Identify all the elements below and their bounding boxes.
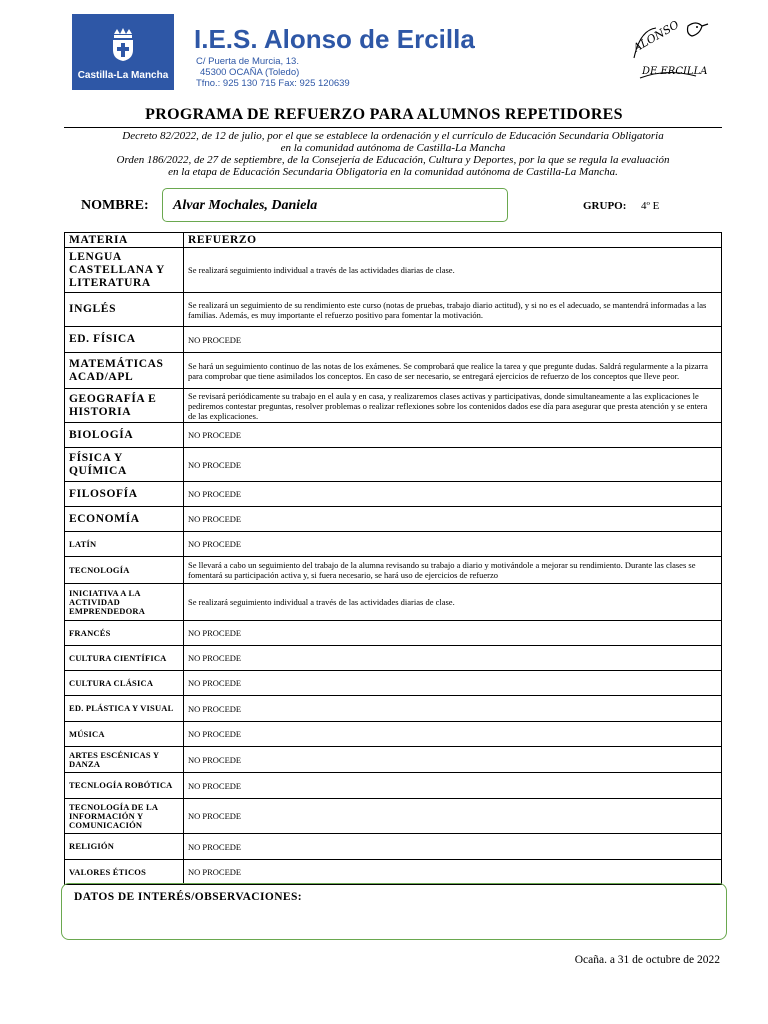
subject-cell: ARTES ESCÉNICAS Y DANZA <box>65 747 184 773</box>
table-row <box>65 834 722 860</box>
refuerzo-cell: NO PROCEDE <box>184 448 722 482</box>
document-title: PROGRAMA DE REFUERZO PARA ALUMNOS REPETIDORES <box>145 106 623 123</box>
decree-line: en la comunidad autónoma de Castilla-La Mancha <box>280 142 506 154</box>
subject-cell: TECNOLOGÍA <box>65 557 184 584</box>
subject-cell: INGLÉS <box>65 293 184 327</box>
subject-cell: RELIGIÓN <box>65 834 184 860</box>
refuerzo-cell: NO PROCEDE <box>184 696 722 722</box>
subject-cell: TECNOLOGÍA DE LA INFORMACIÓN Y COMUNICACIÓN <box>65 799 184 834</box>
decree-text <box>64 130 722 178</box>
subject-cell: MATEMÁTICAS ACAD/APL <box>65 353 184 389</box>
refuerzo-cell: NO PROCEDE <box>184 722 722 747</box>
address-line: C/ Puerta de Murcia, 13. <box>196 56 299 67</box>
subject-cell: CULTURA CLÁSICA <box>65 671 184 696</box>
table-row <box>65 507 722 532</box>
refuerzo-cell: Se realizará seguimiento individual a través de las actividades diarias de clase. <box>184 248 722 293</box>
subject-cell: FILOSOFÍA <box>65 482 184 507</box>
refuerzo-cell: Se realizará un seguimiento de su rendimiento este curso (notas de pruebas, trabajo diario actitud), y si no es el adecuado, se mantendrá informadas a las familias. Además, es muy importante el refuerzo positivo para fomentar la motivación. <box>184 293 722 327</box>
subject-cell: GEOGRAFÍA E HISTORIA <box>65 389 184 423</box>
table-row <box>65 532 722 557</box>
observations-label: DATOS DE INTERÉS/OBSERVACIONES: <box>74 891 303 903</box>
nombre-value: Alvar Mochales, Daniela <box>173 198 318 213</box>
refuerzo-cell: Se realizará seguimiento individual a través de las actividades diarias de clase. <box>184 584 722 621</box>
subject-cell: ECONOMÍA <box>65 507 184 532</box>
table-row <box>65 423 722 448</box>
table-row <box>65 860 722 885</box>
column-header-materia: MATERIA <box>65 233 184 248</box>
table-row <box>65 584 722 621</box>
subject-cell: MÚSICA <box>65 722 184 747</box>
refuerzo-cell: NO PROCEDE <box>184 482 722 507</box>
subject-cell: LATÍN <box>65 532 184 557</box>
signature-text: ALONSO <box>631 18 682 55</box>
table-row <box>65 248 722 293</box>
refuerzo-cell: NO PROCEDE <box>184 773 722 799</box>
table-row <box>65 448 722 482</box>
signature-text: DE ERCILLA <box>642 66 708 77</box>
refuerzo-cell: NO PROCEDE <box>184 327 722 353</box>
table-row <box>65 696 722 722</box>
table-row <box>65 482 722 507</box>
refuerzo-cell: NO PROCEDE <box>184 532 722 557</box>
refuerzo-cell: NO PROCEDE <box>184 747 722 773</box>
subject-cell: CULTURA CIENTÍFICA <box>65 646 184 671</box>
subject-cell: BIOLOGÍA <box>65 423 184 448</box>
refuerzo-cell: NO PROCEDE <box>184 799 722 834</box>
refuerzo-cell: NO PROCEDE <box>184 621 722 646</box>
logo-text: Castilla-La Mancha <box>77 70 169 81</box>
refuerzo-cell: NO PROCEDE <box>184 423 722 448</box>
crest-icon <box>108 26 138 62</box>
table-row <box>65 389 722 423</box>
table-row <box>65 621 722 646</box>
refuerzo-cell: Se revisará periódicamente su trabajo en el aula y en casa, y realizaremos clases activas y participativas, donde simultaneamente a las explicaciones le pediremos contestar preguntas, resolver problemas o realizar reflexiones sobre los contenidos dados ese día para asegurar que presta atención y se entera de las explicaciones. <box>184 389 722 423</box>
refuerzo-cell: NO PROCEDE <box>184 860 722 885</box>
subject-cell: VALORES ÉTICOS <box>65 860 184 885</box>
observations-field[interactable] <box>61 883 727 940</box>
school-name: I.E.S. Alonso de Ercilla <box>194 24 475 54</box>
table-header-row <box>65 233 722 248</box>
table-row <box>65 747 722 773</box>
subject-cell: ED. PLÁSTICA Y VISUAL <box>65 696 184 722</box>
decree-line: Orden 186/2022, de 27 de septiembre, de la Consejería de Educación, Cultura y Deportes, por la que se regula la evaluación <box>116 154 670 166</box>
table-row <box>65 557 722 584</box>
table-row <box>65 671 722 696</box>
region-logo <box>72 14 174 90</box>
document-date: Ocaña. a 31 de octubre de 2022 <box>574 954 720 966</box>
address-line: 45300 OCAÑA (Toledo) <box>200 67 300 78</box>
table-row <box>65 327 722 353</box>
subject-cell: FRANCÉS <box>65 621 184 646</box>
subject-cell: LENGUA CASTELLANA Y LITERATURA <box>65 248 184 293</box>
table-row <box>65 353 722 389</box>
subject-cell: FÍSICA Y QUÍMICA <box>65 448 184 482</box>
refuerzo-cell: NO PROCEDE <box>184 834 722 860</box>
refuerzo-cell: NO PROCEDE <box>184 646 722 671</box>
refuerzo-cell: NO PROCEDE <box>184 507 722 532</box>
refuerzo-cell: Se llevará a cabo un seguimiento del trabajo de la alumna revisando su trabajo a diario y motivándole a mejorar su rendimiento. Durante las clases se fomentará su participación activa y, si fuera necesario, se hará uso de ejercicios de refuerzo <box>184 557 722 584</box>
phone-fax: Tfno.: 925 130 715 Fax: 925 120639 <box>196 78 350 89</box>
subject-cell: INICIATIVA A LA ACTIVIDAD EMPRENDEDORA <box>65 584 184 621</box>
table-row <box>65 646 722 671</box>
refuerzo-cell: NO PROCEDE <box>184 671 722 696</box>
table-row <box>65 293 722 327</box>
table-row <box>65 799 722 834</box>
refuerzo-cell: Se hará un seguimiento continuo de las notas de los exámenes. Se comprobará que realice la tarea y que pregunte dudas. Saldrá regularmente a la pizarra para comprobar que tiene asimilados los conceptos. En caso de ser necesario, se entregará ejercicios de refuerzo de los conceptos que lleve peor. <box>184 353 722 389</box>
grupo-label: GRUPO: <box>583 200 627 212</box>
table-row <box>65 722 722 747</box>
subject-cell: ED. FÍSICA <box>65 327 184 353</box>
table-row <box>65 773 722 799</box>
title-divider <box>64 127 722 128</box>
nombre-field[interactable] <box>162 188 508 222</box>
grupo-value: 4º E <box>641 200 660 212</box>
decree-line: Decreto 82/2022, de 12 de julio, por el que se establece la ordenación y el currículo de Educación Secundaria Obligatoria <box>122 130 664 142</box>
refuerzo-table <box>64 232 722 885</box>
subject-cell: TECNLOGÍA ROBÓTICA <box>65 773 184 799</box>
school-signature-logo <box>626 18 710 84</box>
decree-line: en la etapa de Educación Secundaria Obligatoria en la comunidad autónoma de Castilla-La Mancha. <box>168 166 618 178</box>
column-header-refuerzo: REFUERZO <box>184 233 722 248</box>
nombre-label: NOMBRE: <box>81 198 149 213</box>
